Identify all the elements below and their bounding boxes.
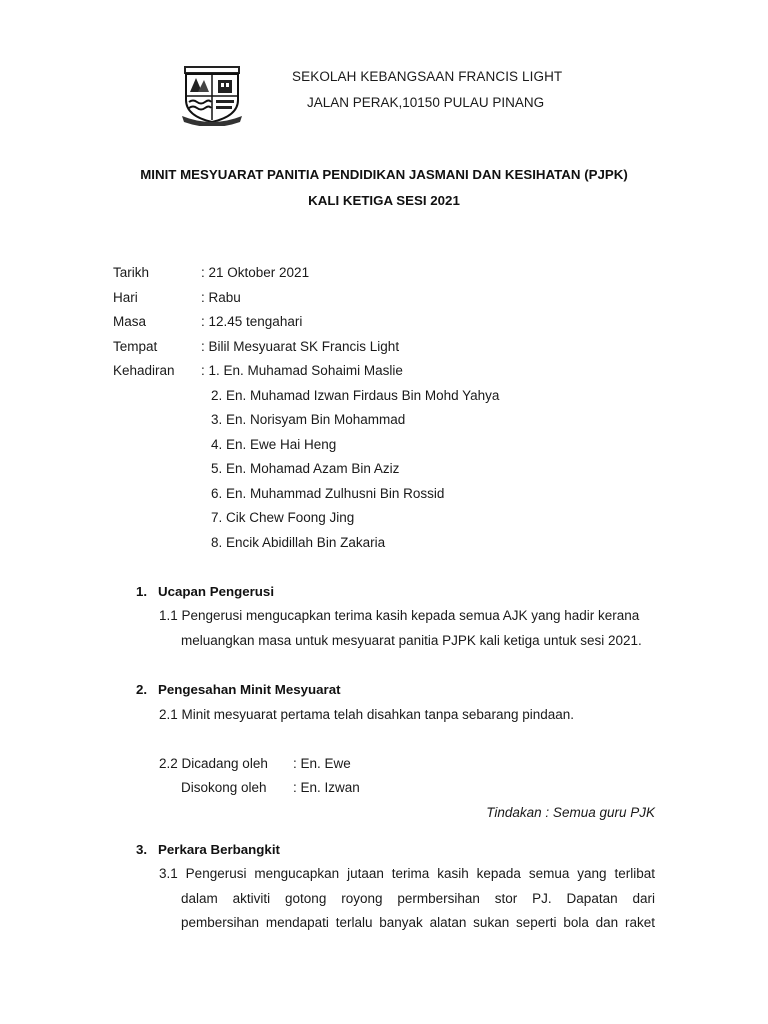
info-row-kehadiran	[0, 363, 768, 383]
attendee-item: 3. En. Norisyam Bin Mohammad	[211, 412, 406, 427]
proposed-by-value: : En. Ewe	[293, 756, 351, 771]
info-label: Kehadiran	[113, 363, 175, 378]
info-row-tempat	[0, 339, 768, 359]
info-value: : 12.45 tengahari	[201, 314, 303, 329]
attendee-item: 8. Encik Abidillah Bin Zakaria	[211, 535, 386, 550]
attendee-item: 7. Cik Chew Foong Jing	[211, 510, 355, 525]
school-address: JALAN PERAK,10150 PULAU PINANG	[307, 95, 545, 110]
info-label: Masa	[113, 314, 147, 329]
section-title: Perkara Berbangkit	[158, 842, 280, 857]
section-number: 2.	[136, 682, 148, 697]
action-note: Tindakan : Semua guru PJK	[486, 805, 655, 820]
info-row-tarikh	[0, 265, 768, 285]
info-value: : Rabu	[201, 290, 241, 305]
document-subtitle: KALI KETIGA SESI 2021	[308, 193, 460, 208]
paragraph-1-1-line2: meluangkan masa untuk mesyuarat panitia PJPK kali ketiga untuk sesi 2021.	[181, 633, 642, 648]
attendee-item: 5. En. Mohamad Azam Bin Aziz	[211, 461, 400, 476]
section-number: 3.	[136, 842, 148, 857]
section-3-heading	[136, 842, 280, 857]
info-value: : 21 Oktober 2021	[201, 265, 310, 280]
paragraph-1-1-line1: 1.1 Pengerusi mengucapkan terima kasih kepada semua AJK yang hadir kerana	[159, 608, 640, 623]
attendee-item: 4. En. Ewe Hai Heng	[211, 437, 337, 452]
info-value: : Bilil Mesyuarat SK Francis Light	[201, 339, 400, 354]
document-title: MINIT MESYUARAT PANITIA PENDIDIKAN JASMANI DAN KESIHATAN (PJPK)	[140, 167, 628, 182]
paragraph-3-1-line1: 3.1 Pengerusi mengucapkan jutaan terima kasih kepada semua yang terlibat	[159, 866, 655, 881]
paragraph-2-1: 2.1 Minit mesyuarat pertama telah disahkan tanpa sebarang pindaan.	[159, 707, 575, 722]
attendee-item: 2. En. Muhamad Izwan Firdaus Bin Mohd Yahya	[211, 388, 500, 403]
section-title: Ucapan Pengerusi	[158, 584, 275, 599]
school-crest-icon	[180, 60, 244, 126]
info-label: Tarikh	[113, 265, 150, 280]
attendee-item: 6. En. Muhammad Zulhusni Bin Rossid	[211, 486, 445, 501]
paragraph-3-1-line3: pembersihan mendapati terlalu banyak alatan sukan seperti bola dan raket	[181, 915, 655, 930]
proposed-by-label: 2.2 Dicadang oleh	[159, 756, 268, 771]
section-number: 1.	[136, 584, 148, 599]
seconded-by-value: : En. Izwan	[293, 780, 360, 795]
info-row-hari	[0, 290, 768, 310]
seconded-by-label: Disokong oleh	[181, 780, 267, 795]
section-1-heading	[136, 584, 274, 599]
school-name: SEKOLAH KEBANGSAAN FRANCIS LIGHT	[292, 69, 563, 84]
info-label: Tempat	[113, 339, 158, 354]
section-title: Pengesahan Minit Mesyuarat	[158, 682, 341, 697]
paragraph-3-1-line2: dalam aktiviti gotong royong permbersihan stor PJ. Dapatan dari	[181, 891, 655, 906]
section-2-heading	[136, 682, 341, 697]
info-value: : 1. En. Muhamad Sohaimi Maslie	[201, 363, 403, 378]
info-row-masa	[0, 314, 768, 334]
info-label: Hari	[113, 290, 138, 305]
